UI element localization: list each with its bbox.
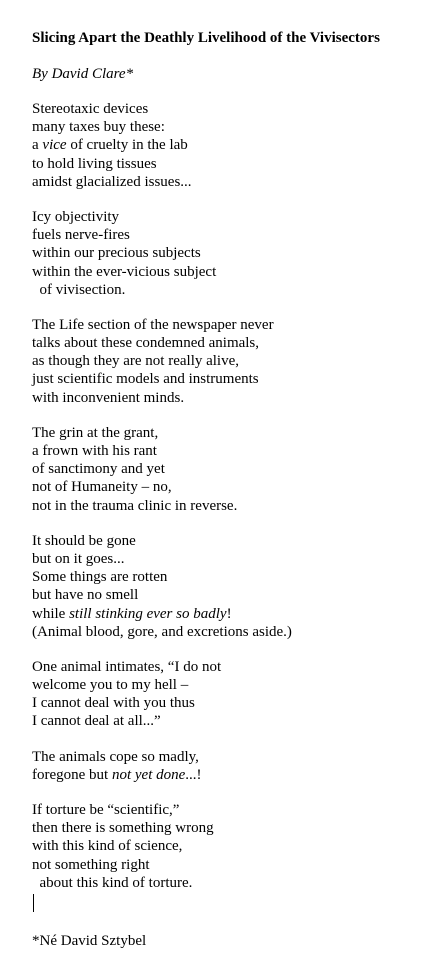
- poem-line: [32, 856, 422, 874]
- poem-line: [32, 874, 422, 892]
- line-text: welcome you to my hell –: [32, 677, 189, 694]
- poem-line: [32, 424, 422, 442]
- line-text: The Life section of the newspaper never: [32, 316, 274, 333]
- poem-line: [32, 136, 422, 154]
- line-text: a frown with his rant: [32, 443, 157, 459]
- line-text: within the ever-vicious subject: [32, 263, 217, 280]
- poem-line: [32, 316, 422, 334]
- poem-line: [32, 623, 422, 641]
- line-text: Stereotaxic devices: [32, 101, 149, 117]
- poem-line: [32, 532, 422, 550]
- line-text: not in the trauma clinic in reverse.: [32, 497, 238, 514]
- poem-line: [32, 801, 422, 819]
- poem-line: [32, 100, 422, 118]
- stanza-7: [32, 748, 422, 784]
- text-cursor[interactable]: [33, 894, 34, 912]
- line-text: not something right: [32, 856, 150, 873]
- line-text: (Animal blood, gore, and excretions aside.): [32, 623, 292, 640]
- line-text: to hold living tissues: [32, 155, 157, 172]
- poem-line: [32, 694, 422, 712]
- poem-line: [32, 712, 422, 730]
- poem-line: [32, 586, 422, 604]
- line-text: Some things are rotten: [32, 569, 168, 586]
- poem-line: [32, 658, 422, 676]
- poem-line: [32, 460, 422, 478]
- line-text: a: [32, 137, 43, 154]
- poem-line: [32, 281, 422, 299]
- line-text: with inconvenient minds.: [32, 389, 185, 406]
- line-text: ...!: [185, 766, 202, 783]
- poem-line: [32, 334, 422, 352]
- poem-line: [32, 173, 422, 191]
- italic-text: vice: [42, 137, 67, 154]
- poem-line: [32, 766, 422, 784]
- line-text: about this kind of torture.: [32, 874, 193, 891]
- line-text: talks about these condemned animals,: [32, 335, 260, 352]
- poem-line: [32, 748, 422, 766]
- stanza-list: [32, 100, 422, 892]
- poem-body: [32, 29, 422, 892]
- poem-line: [32, 837, 422, 855]
- line-text: many taxes buy these:: [32, 119, 165, 136]
- line-text: while: [32, 605, 70, 622]
- line-text: I cannot deal with you thus: [32, 695, 195, 712]
- stanza-3: [32, 316, 422, 407]
- poem-line: [32, 442, 422, 460]
- footnote: *Né David Sztybel: [32, 933, 147, 949]
- poem-line: [32, 244, 422, 262]
- stanza-1: [32, 100, 422, 191]
- poem-line: [32, 118, 422, 136]
- poem-line: [32, 605, 422, 623]
- poem-line: [32, 497, 422, 515]
- poem-line: [32, 208, 422, 226]
- line-text: of cruelty in the lab: [66, 137, 188, 154]
- poem-line: [32, 819, 422, 837]
- italic-text: not yet done: [111, 766, 186, 783]
- line-text: within our precious subjects: [32, 245, 201, 262]
- poem-line: [32, 389, 422, 407]
- poem-line: [32, 478, 422, 496]
- poem-line: [32, 226, 422, 244]
- line-text: with this kind of science,: [32, 838, 183, 855]
- poem-line: [32, 263, 422, 281]
- stanza-6: [32, 658, 422, 731]
- poem-line: [32, 550, 422, 568]
- poem-title: Slicing Apart the Deathly Livelihood of the Vivisectors: [32, 30, 380, 46]
- stanza-2: [32, 208, 422, 299]
- line-text: !: [226, 605, 232, 622]
- poem-line: [32, 676, 422, 694]
- stanza-8: [32, 801, 422, 892]
- stanza-5: [32, 532, 422, 641]
- poem-line: [32, 352, 422, 370]
- stanza-4: [32, 424, 422, 515]
- line-text: but have no smell: [32, 587, 139, 604]
- line-text: Icy objectivity: [32, 208, 120, 225]
- line-text: then there is something wrong: [32, 820, 214, 837]
- line-text: The grin at the grant,: [32, 424, 159, 441]
- poem-line: [32, 370, 422, 388]
- line-text: One animal intimates, “I do not: [32, 658, 222, 675]
- line-text: not of Humaneity – no,: [32, 479, 172, 496]
- line-text: amidst glacialized issues...: [32, 173, 192, 190]
- line-text: The animals cope so madly,: [32, 748, 199, 765]
- line-text: It should be gone: [32, 532, 136, 549]
- line-text: foregone but: [32, 766, 112, 783]
- poem-line: [32, 568, 422, 586]
- line-text: just scientific models and instruments: [32, 371, 259, 388]
- italic-text: still stinking ever so badly: [69, 605, 227, 622]
- line-text: but on it goes...: [32, 550, 125, 567]
- poem-line: [32, 155, 422, 173]
- line-text: fuels nerve-fires: [32, 227, 130, 244]
- line-text: of vivisection.: [32, 281, 126, 298]
- poem-byline: By David Clare*: [32, 66, 134, 82]
- line-text: of sanctimony and yet: [32, 461, 165, 478]
- line-text: as though they are not really alive,: [32, 353, 240, 370]
- line-text: If torture be “scientific,”: [32, 802, 180, 818]
- line-text: I cannot deal at all...”: [32, 713, 161, 730]
